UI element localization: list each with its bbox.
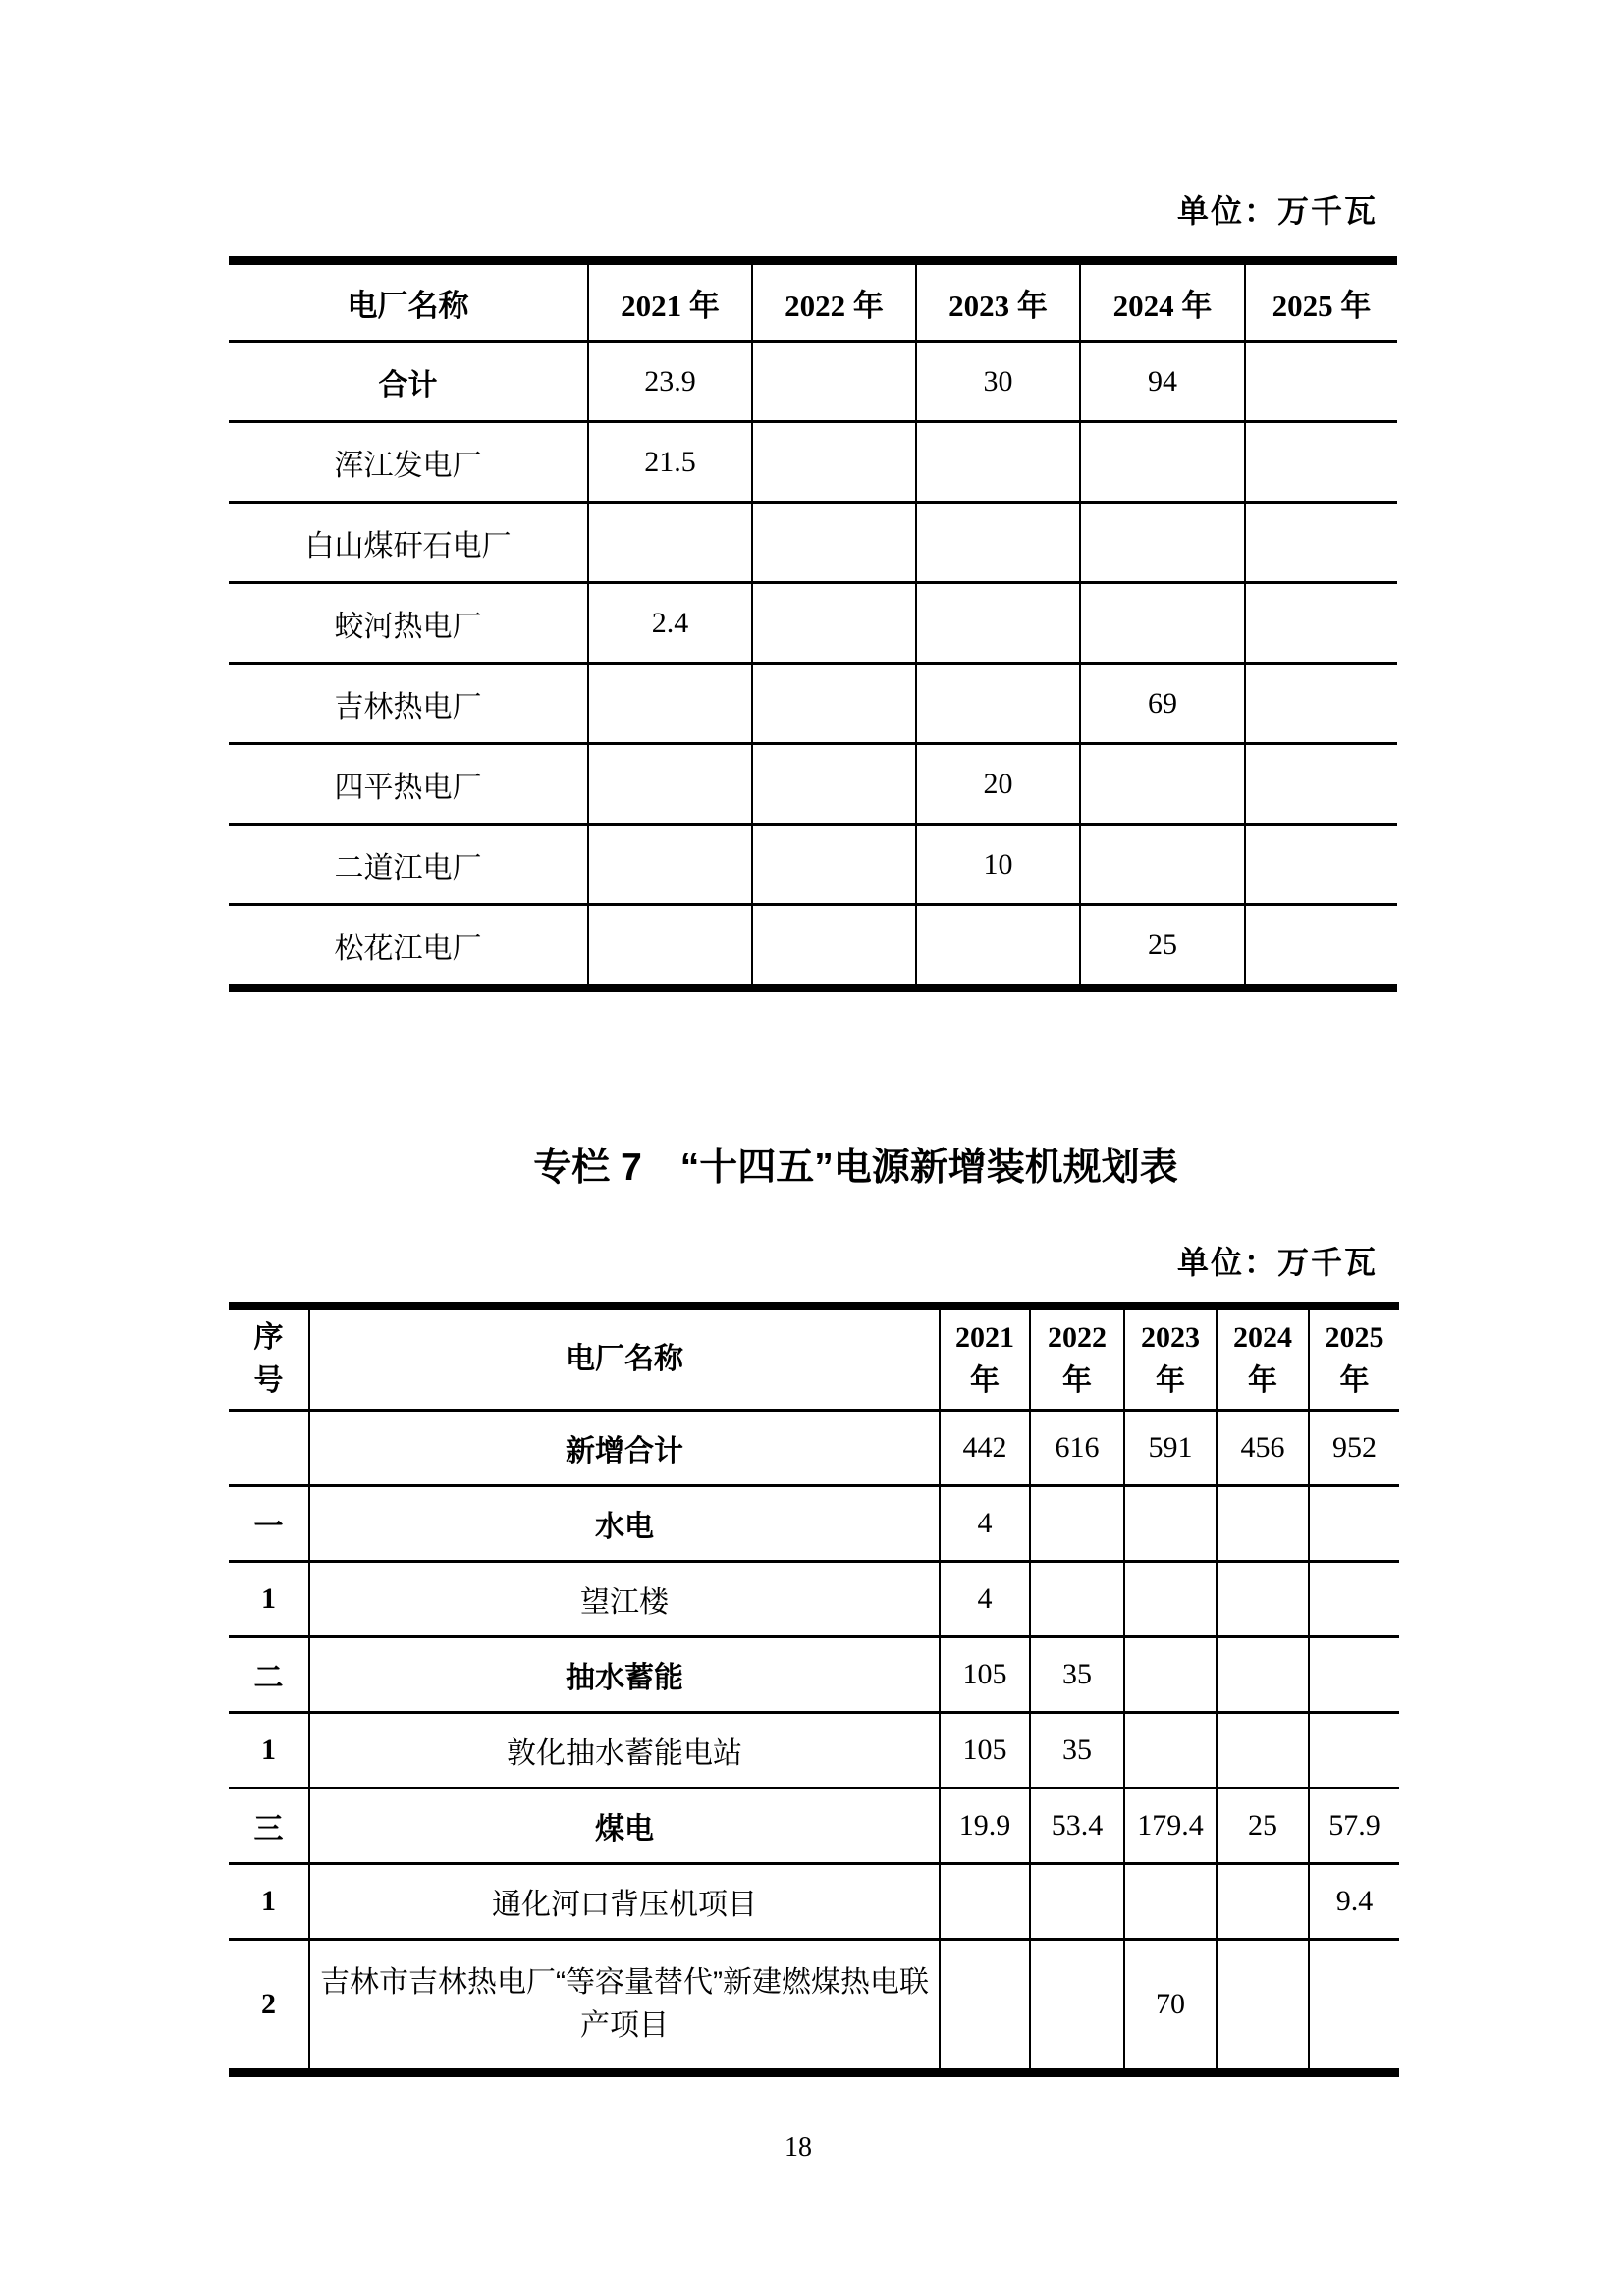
table-row: [229, 1637, 1399, 1713]
value-cell: 70: [1124, 1940, 1217, 2073]
value-cell: [1245, 825, 1397, 905]
table-row: [229, 905, 1397, 988]
table1-header-row: [229, 261, 1397, 342]
value-cell: [1245, 664, 1397, 744]
value-cell: [1245, 342, 1397, 422]
seq-cell: 1: [229, 1562, 309, 1637]
value-cell: [1030, 1486, 1124, 1562]
value-cell: [1030, 1940, 1124, 2073]
plant-name-cell: 通化河口背压机项目: [309, 1864, 940, 1940]
value-cell: 2.4: [588, 583, 752, 664]
value-cell: 57.9: [1309, 1789, 1399, 1864]
value-cell: [1217, 1864, 1309, 1940]
box-title: 专栏 7 “十四五”电源新增装机规划表: [533, 1147, 1178, 1189]
value-cell: [916, 503, 1080, 583]
value-cell: [1124, 1637, 1217, 1713]
plant-name-cell: 望江楼: [309, 1562, 940, 1637]
value-cell: [1309, 1940, 1399, 2073]
table-row: [229, 664, 1397, 744]
value-cell: [1124, 1486, 1217, 1562]
value-cell: 21.5: [588, 422, 752, 503]
value-cell: [1245, 744, 1397, 825]
value-cell: [1124, 1562, 1217, 1637]
table2-column-header: 2022 年: [1030, 1307, 1124, 1411]
table-row: [229, 1789, 1399, 1864]
table-row: [229, 1562, 1399, 1637]
value-cell: [752, 583, 916, 664]
value-cell: 456: [1217, 1411, 1309, 1486]
seq-cell: 一: [229, 1486, 309, 1562]
plant-name-cell: 松花江电厂: [334, 932, 482, 965]
value-cell: 25: [1080, 905, 1245, 988]
unit-label-table2: 单位：万千瓦: [1176, 1245, 1378, 1280]
value-cell: [916, 664, 1080, 744]
seq-cell: [229, 1411, 309, 1486]
plant-name-cell: 敦化抽水蓄能电站: [309, 1713, 940, 1789]
value-cell: [1245, 422, 1397, 503]
value-cell: [916, 583, 1080, 664]
value-cell: 4: [940, 1562, 1030, 1637]
table1-body: [229, 342, 1397, 988]
value-cell: [752, 664, 916, 744]
table2-column-header: 2023 年: [1124, 1307, 1217, 1411]
table-row: [229, 503, 1397, 583]
table1-column-header: 2023 年: [916, 261, 1080, 342]
year-number: 2023: [1141, 1321, 1200, 1354]
year-number: 2021: [955, 1321, 1014, 1354]
table1-column-header: 电厂名称: [229, 261, 588, 342]
seq-cell: 二: [229, 1637, 309, 1713]
value-cell: [1245, 905, 1397, 988]
value-cell: [1217, 1637, 1309, 1713]
seq-cell: 1: [229, 1864, 309, 1940]
table-row: [229, 1940, 1399, 2073]
value-cell: 94: [1080, 342, 1245, 422]
value-cell: [1124, 1864, 1217, 1940]
value-cell: [1309, 1713, 1399, 1789]
value-cell: 19.9: [940, 1789, 1030, 1864]
table2-header-row: [229, 1307, 1399, 1411]
table-row: [229, 825, 1397, 905]
value-cell: 25: [1217, 1789, 1309, 1864]
page-number: 18: [785, 2132, 812, 2163]
year-number: 2025: [1325, 1321, 1384, 1354]
value-cell: [588, 503, 752, 583]
plant-name-cell: 水电: [309, 1486, 940, 1562]
value-cell: [1309, 1562, 1399, 1637]
value-cell: [1245, 503, 1397, 583]
value-cell: 30: [916, 342, 1080, 422]
table1-column-header: 2024 年: [1080, 261, 1245, 342]
table-row: [229, 1486, 1399, 1562]
plant-name-cell: 新增合计: [309, 1411, 940, 1486]
value-cell: 442: [940, 1411, 1030, 1486]
seq-cell: 2: [261, 1988, 276, 2020]
value-cell: [752, 342, 916, 422]
value-cell: 10: [916, 825, 1080, 905]
year-number: 2024: [1233, 1321, 1292, 1354]
completed-capacity-table: [229, 256, 1397, 992]
value-cell: 616: [1030, 1411, 1124, 1486]
plant-name-cell: 合计: [229, 342, 588, 422]
value-cell: [1217, 1713, 1309, 1789]
year-number: 2022: [1048, 1321, 1107, 1354]
value-cell: [588, 664, 752, 744]
value-cell: [1309, 1486, 1399, 1562]
value-cell: [1080, 825, 1245, 905]
value-cell: [1217, 1562, 1309, 1637]
value-cell: [588, 744, 752, 825]
table-row: [229, 1713, 1399, 1789]
table1-column-header: 2021 年: [588, 261, 752, 342]
value-cell: [1245, 583, 1397, 664]
table1-column-header: 2022 年: [752, 261, 916, 342]
table-row: [229, 1411, 1399, 1486]
value-cell: 53.4: [1030, 1789, 1124, 1864]
value-cell: 179.4: [1124, 1789, 1217, 1864]
value-cell: 69: [1080, 664, 1245, 744]
value-cell: [752, 905, 916, 988]
value-cell: [752, 503, 916, 583]
value-cell: 105: [940, 1637, 1030, 1713]
table2-column-header: 序 号: [229, 1307, 309, 1411]
table2-column-header: 2021 年: [940, 1307, 1030, 1411]
value-cell: [940, 1940, 1030, 2073]
seq-cell: 三: [229, 1789, 309, 1864]
plant-name-cell: 吉林热电厂: [229, 664, 588, 744]
table-row: [229, 744, 1397, 825]
plant-name-cell: 四平热电厂: [229, 744, 588, 825]
value-cell: 9.4: [1309, 1864, 1399, 1940]
value-cell: [588, 905, 752, 988]
plant-name-cell: 二道江电厂: [229, 825, 588, 905]
plant-name-cell: 蛟河热电厂: [229, 583, 588, 664]
table2-column-header: 电厂名称: [309, 1307, 940, 1411]
value-cell: [1080, 583, 1245, 664]
table1-column-header: 2025 年: [1245, 261, 1397, 342]
value-cell: [752, 744, 916, 825]
value-cell: 35: [1030, 1713, 1124, 1789]
table2-column-header: 2025 年: [1309, 1307, 1399, 1411]
unit-label-table1: 单位：万千瓦: [1176, 193, 1378, 229]
value-cell: [752, 422, 916, 503]
value-cell: 35: [1030, 1637, 1124, 1713]
value-cell: [916, 422, 1080, 503]
value-cell: [916, 905, 1080, 988]
plant-name-cell: 浑江发电厂: [229, 422, 588, 503]
value-cell: [1080, 744, 1245, 825]
seq-cell: 1: [229, 1713, 309, 1789]
value-cell: [1217, 1486, 1309, 1562]
value-cell: 105: [940, 1713, 1030, 1789]
table-row: [229, 342, 1397, 422]
value-cell: [1030, 1864, 1124, 1940]
plant-name-cell: 抽水蓄能: [309, 1637, 940, 1713]
plant-name-cell: 白山煤矸石电厂: [229, 503, 588, 583]
value-cell: [1309, 1637, 1399, 1713]
table2-body: [229, 1411, 1399, 2073]
plant-name-cell: 煤电: [309, 1789, 940, 1864]
planned-new-capacity-table: [229, 1302, 1399, 2077]
value-cell: 591: [1124, 1411, 1217, 1486]
table-row: [229, 422, 1397, 503]
value-cell: 23.9: [588, 342, 752, 422]
value-cell: [1217, 1940, 1309, 2073]
table-row: [229, 1864, 1399, 1940]
table-row: [229, 583, 1397, 664]
plant-name-cell: 吉林市吉林热电厂“等容量替代”新建燃煤热电联产项目: [309, 1940, 940, 2073]
table2-column-header: 2024 年: [1217, 1307, 1309, 1411]
value-cell: [1080, 422, 1245, 503]
value-cell: [1080, 503, 1245, 583]
value-cell: [752, 825, 916, 905]
value-cell: [1124, 1713, 1217, 1789]
value-cell: 20: [916, 744, 1080, 825]
value-cell: [940, 1864, 1030, 1940]
value-cell: 4: [940, 1486, 1030, 1562]
value-cell: [1030, 1562, 1124, 1637]
value-cell: [588, 825, 752, 905]
value-cell: 952: [1309, 1411, 1399, 1486]
